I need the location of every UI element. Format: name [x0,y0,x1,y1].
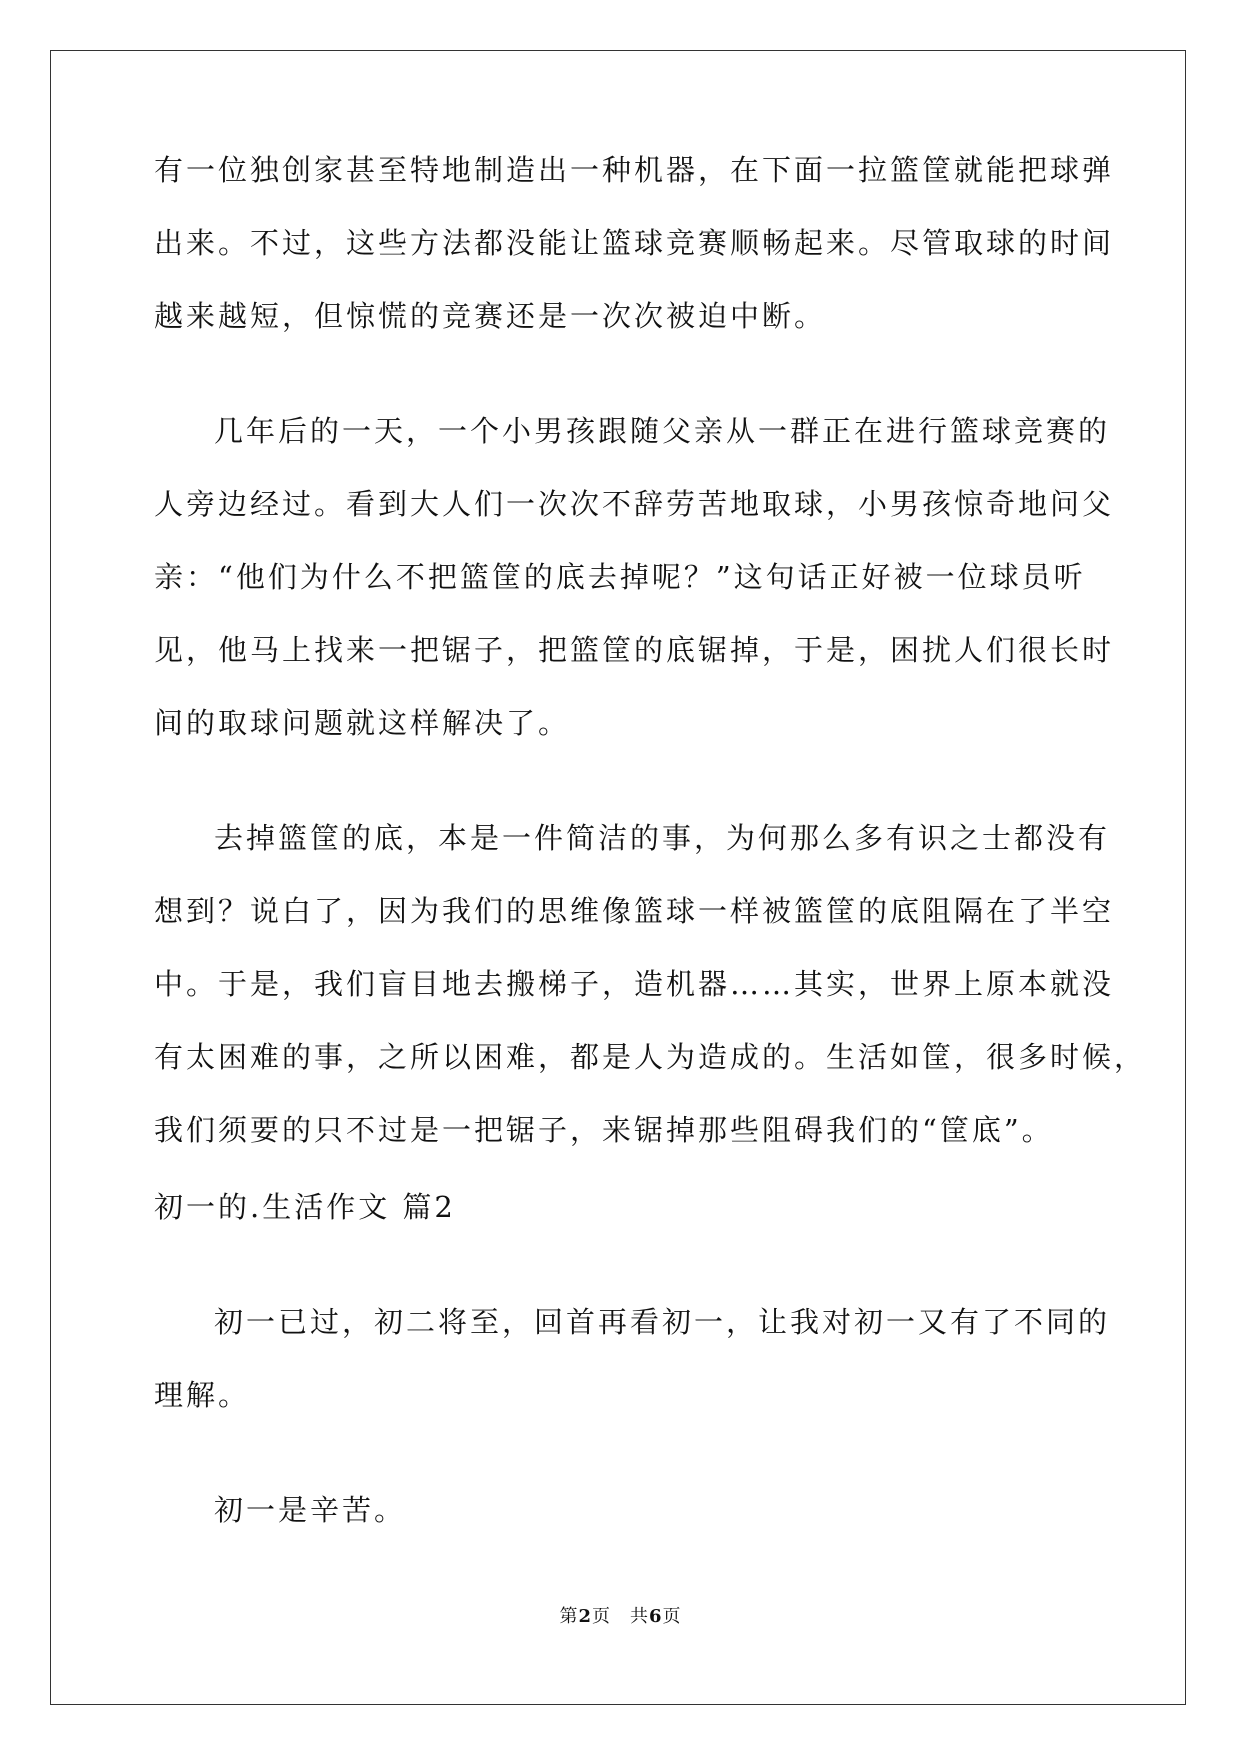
text-line: 越来越短，但惊慌的竞赛还是一次次被迫中断。 [154,299,827,333]
text-line: 出来。不过，这些方法都没能让篮球竞赛顺畅起来。尽管取球的时间 [154,226,1115,260]
text-line: 理解。 [154,1378,251,1412]
section-heading: 初一的.生活作文 篇2 [154,1190,456,1224]
text-line: 几年后的一天，一个小男孩跟随父亲从一群正在进行篮球竞赛的 [214,414,1111,448]
page-footer [0,1602,1241,1628]
footer-prefix: 第 [559,1606,579,1627]
current-page-number: 2 [578,1606,592,1627]
text-line: 人旁边经过。看到大人们一次次不辞劳苦地取球，小男孩惊奇地问父 [154,487,1115,521]
text-line: 去掉篮筐的底，本是一件简洁的事，为何那么多有识之士都没有 [214,821,1111,855]
text-line: 想到？说白了，因为我们的思维像篮球一样被篮筐的底阻隔在了半空 [154,894,1115,928]
text-line: 初一是辛苦。 [214,1493,407,1527]
footer-suffix: 页 [662,1606,682,1627]
text-line: 初一已过，初二将至，回首再看初一，让我对初一又有了不同的 [214,1305,1111,1339]
text-line: 间的取球问题就这样解决了。 [154,706,571,740]
text-line: 中。于是，我们盲目地去搬梯子，造机器……其实，世界上原本就没 [154,967,1115,1001]
footer-middle: 页 共 [592,1606,649,1627]
text-line: 我们须要的只不过是一把锯子，来锯掉那些阻碍我们的“筐底”。 [154,1113,1054,1147]
text-line: 见，他马上找来一把锯子，把篮筐的底锯掉，于是，困扰人们很长时 [154,633,1115,667]
text-line: 有太困难的事，之所以困难，都是人为造成的。生活如筐，很多时候， [154,1040,1147,1074]
total-page-count: 6 [649,1606,663,1627]
text-line: 亲：“他们为什么不把篮筐的底去掉呢？”这句话正好被一位球员听 [154,560,1086,594]
text-line: 有一位独创家甚至特地制造出一种机器，在下面一拉篮筐就能把球弹 [154,153,1115,187]
